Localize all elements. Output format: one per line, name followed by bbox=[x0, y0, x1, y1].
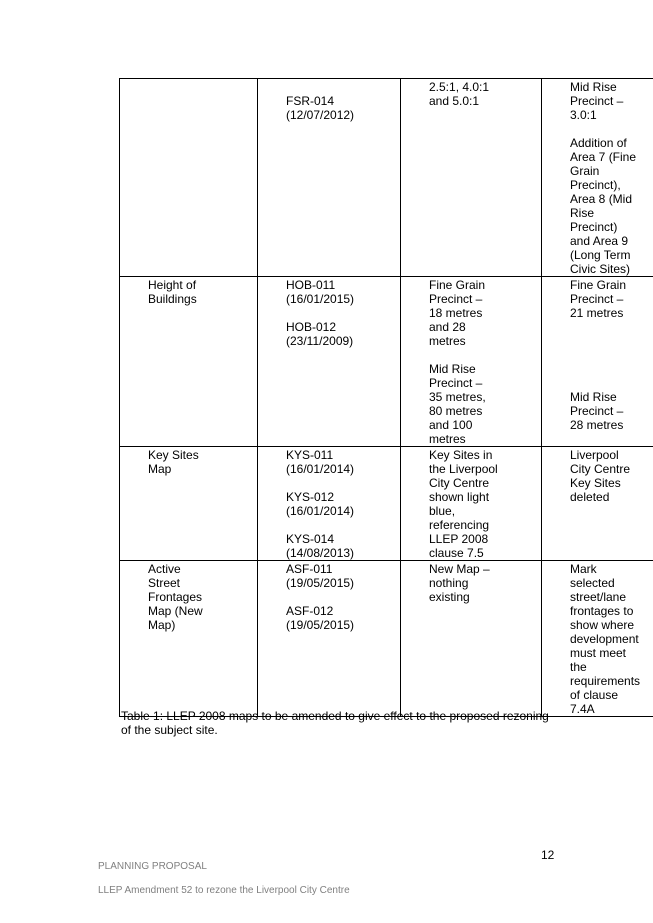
table-cell bbox=[542, 79, 653, 277]
table-cell bbox=[258, 79, 401, 277]
table-cell bbox=[120, 561, 258, 717]
maps-amendment-table bbox=[119, 78, 653, 717]
table-cell bbox=[401, 277, 542, 447]
table-cell bbox=[542, 561, 653, 717]
cell-text: Key Sites in the Liverpool City Centre shown light blue, referencing LLEP 2008 clause 7.5 bbox=[429, 448, 498, 560]
cell-text: ASF-012 (19/05/2015) bbox=[286, 604, 355, 632]
cell-text: FSR-014 (12/07/2012) bbox=[286, 94, 355, 122]
cell-text: KYS-014 (14/08/2013) bbox=[286, 532, 355, 560]
cell-text: Mid Rise Precinct – 28 metres bbox=[570, 390, 624, 432]
cell-text: 2.5:1, 4.0:1 and 5.0:1 bbox=[429, 80, 490, 108]
cell-text: Height of Buildings bbox=[148, 278, 197, 306]
table-caption: Table 1: LLEP 2008 maps to be amended to give effect to the proposed rezoning of the subject site. bbox=[121, 709, 549, 737]
cell-text: Key Sites Map bbox=[148, 448, 199, 476]
table-cell bbox=[258, 447, 401, 561]
cell-text: Fine Grain Precinct – 21 metres bbox=[570, 278, 627, 320]
cell-text: ASF-011 (19/05/2015) bbox=[286, 562, 355, 590]
footer-subtitle: LLEP Amendment 52 to rezone the Liverpool City Centre bbox=[98, 885, 350, 896]
cell-text: Active Street Frontages Map (New Map) bbox=[148, 562, 203, 632]
cell-text: HOB-012 (23/11/2009) bbox=[286, 320, 354, 348]
cell-text: KYS-012 (16/01/2014) bbox=[286, 490, 355, 518]
table-row bbox=[120, 447, 653, 561]
table-cell bbox=[258, 561, 401, 717]
cell-text: HOB-011 (16/01/2015) bbox=[286, 278, 355, 306]
table-cell bbox=[542, 277, 653, 447]
cell-text: Fine Grain Precinct – 18 metres and 28 metres bbox=[429, 278, 486, 348]
cell-text: Liverpool City Centre Key Sites deleted bbox=[570, 448, 631, 504]
footer-title: PLANNING PROPOSAL bbox=[98, 861, 207, 872]
footer bbox=[98, 849, 350, 909]
table-cell bbox=[401, 79, 542, 277]
table-row bbox=[120, 277, 653, 447]
table-cell bbox=[120, 447, 258, 561]
table-row bbox=[120, 79, 653, 277]
cell-text: Mark selected street/lane frontages to show where development must meet the requirements of clause 7.4A bbox=[570, 562, 641, 716]
table-cell bbox=[401, 561, 542, 717]
table-cell bbox=[120, 79, 258, 277]
cell-text: Addition of Area 7 (Fine Grain Precinct), Area 8 (Mid Rise Precinct) and Area 9 (Long Term Civic Sites) bbox=[570, 136, 637, 276]
cell-text: KYS-011 (16/01/2014) bbox=[286, 448, 355, 476]
table-row bbox=[120, 561, 653, 717]
table-cell bbox=[120, 277, 258, 447]
cell-text: Mid Rise Precinct – 35 metres, 80 metres and 100 metres bbox=[429, 362, 486, 446]
cell-text: New Map – nothing existing bbox=[429, 562, 490, 604]
page-number: 12 bbox=[541, 848, 555, 862]
cell-text: Mid Rise Precinct – 3.0:1 bbox=[570, 80, 624, 122]
table-cell bbox=[258, 277, 401, 447]
table-cell bbox=[401, 447, 542, 561]
table-cell bbox=[542, 447, 653, 561]
